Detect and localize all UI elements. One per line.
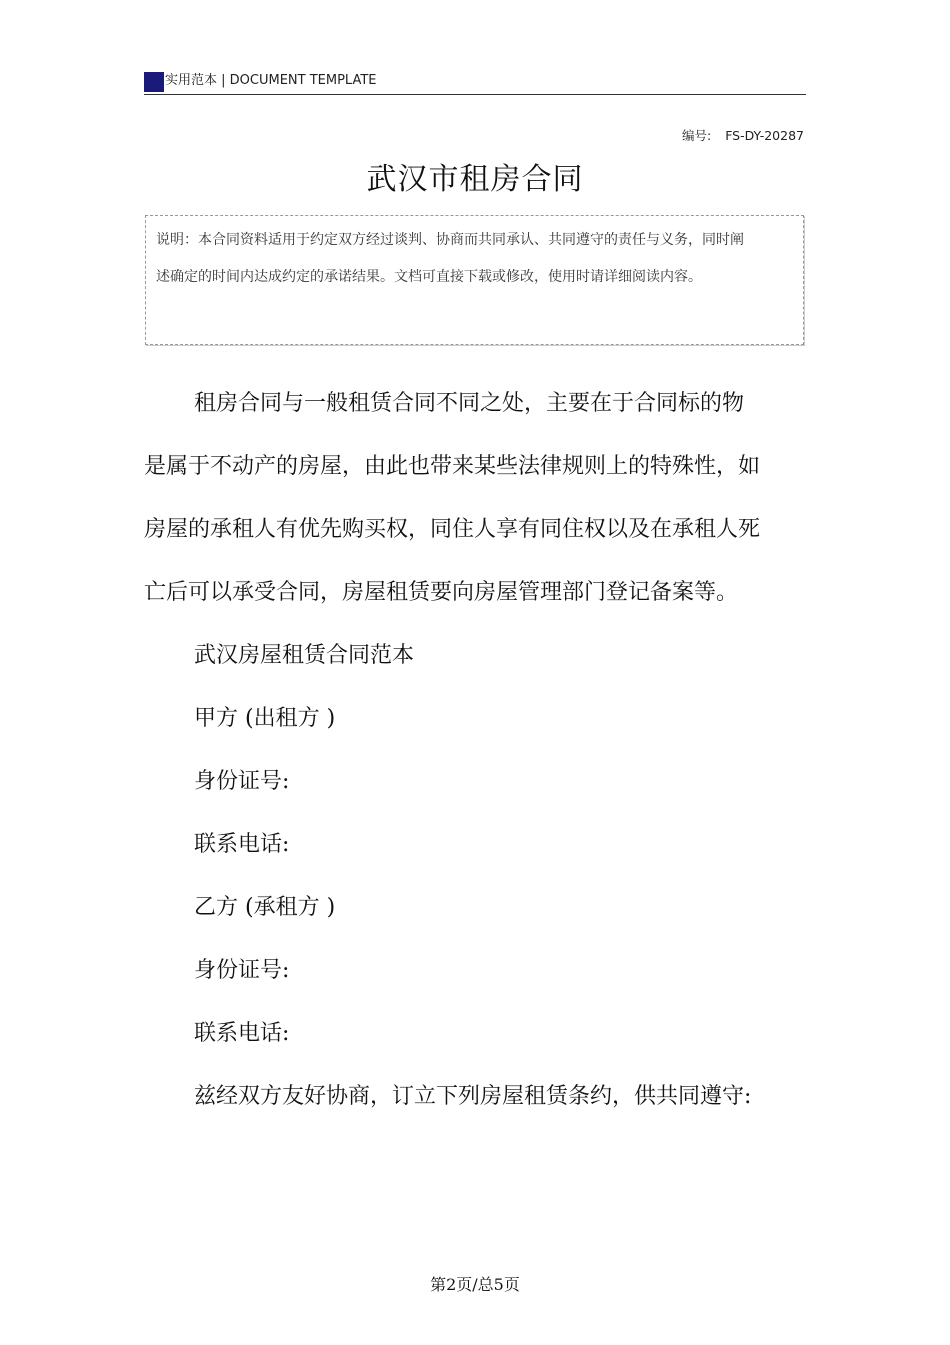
party-a-id-line: 身份证号: (194, 769, 290, 794)
header-logo-square (144, 72, 164, 92)
page-footer: 第2页/总5页 (430, 1275, 520, 1294)
document-body (144, 372, 764, 1128)
document-number (682, 126, 804, 144)
party-b-id-line: 身份证号: (194, 958, 290, 983)
party-b-line: 乙方 (承租方 ) (194, 895, 336, 920)
party-a-phone-line: 联系电话: (194, 832, 290, 857)
header-text: 实用范本 | DOCUMENT TEMPLATE (165, 73, 377, 88)
party-a-line: 甲方 (出租方 ) (194, 706, 336, 731)
agreement-paragraph: 兹经双方友好协商，订立下列房屋租赁条约，供共同遵守: (194, 1084, 752, 1109)
document-number-label: 编号: (681, 128, 712, 143)
description-text: 说明：本合同资料适用于约定双方经过谈判、协商而共同承认、共同遵守的责任与义务，同时阐述确定的时间内达成约定的承诺结果。文档可直接下载或修改，使用时请详细阅读内容。 (156, 232, 744, 285)
party-b-phone-line: 联系电话: (194, 1021, 290, 1046)
page-title: 武汉市租房合同 (366, 162, 584, 197)
document-number-value: FS-DY-20287 (725, 128, 804, 143)
template-heading: 武汉房屋租赁合同范本 (194, 643, 415, 668)
description-box (145, 215, 804, 345)
intro-paragraph: 租房合同与一般租赁合同不同之处，主要在于合同标的物是属于不动产的房屋，由此也带来某些法律规则上的特殊性，如房屋的承租人有优先购买权，同住人享有同住权以及在承租人死亡后可以承受合同，房屋租赁要向房屋管理部门登记备案等。 (144, 391, 761, 605)
page-header (144, 70, 806, 95)
